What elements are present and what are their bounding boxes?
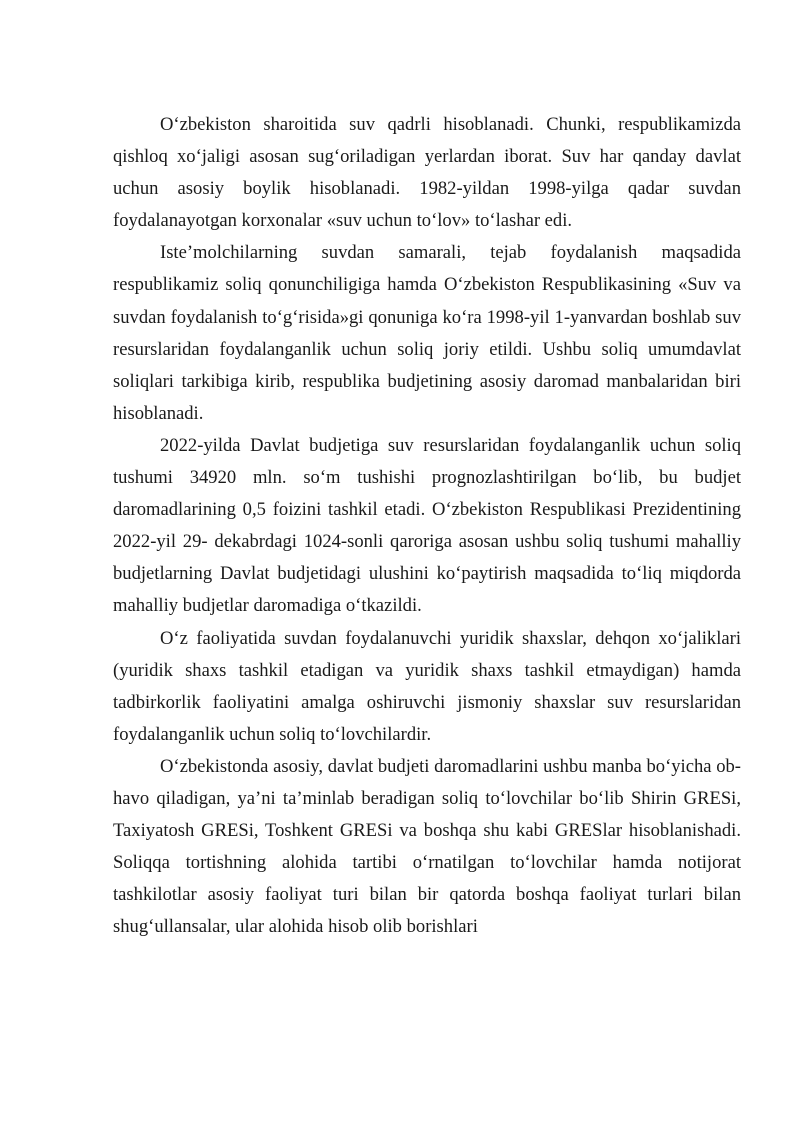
body-text xyxy=(113,109,741,943)
paragraph-1: O‘zbekiston sharoitida suv qadrli hisoblanadi. Chunki, respublikamizda qishloq xo‘jaligi asosan sug‘oriladigan yerlardan iborat. Suv har qanday davlat uchun asosiy boylik hisoblanadi. 1982-yildan 1998-yilga qadar suvdan foydalanayotgan korxonalar «suv uchun to‘lov» to‘lashar edi. xyxy=(113,114,741,232)
paragraph-4: O‘z faoliyatida suvdan foydalanuvchi yuridik shaxslar, dehqon xo‘jaliklari (yuridik shaxs tashkil etadigan va yuridik shaxs tashkil etmaydigan) hamda tadbirkorlik faoliyatini amalga oshiruvchi jismoniy shaxslar suv resurslaridan foydalanganlik uchun soliq to‘lovchilardir. xyxy=(113,627,741,745)
paragraph-2: Iste’molchilarning suvdan samarali, tejab foydalanish maqsadida respublikamiz soliq qonunchiligiga hamda O‘zbekiston Respublikasining «Suv va suvdan foydalanish to‘g‘risida»gi qonuniga ko‘ra 1998-yil 1-yanvardan boshlab suv resurslaridan foydalanganlik uchun soliq joriy etildi. Ushbu soliq umumdavlat soliqlari tarkibiga kirib, respublika budjetining asosiy daromad manbalaridan biri hisoblanadi. xyxy=(113,242,741,424)
paragraph-5: O‘zbekistonda asosiy, davlat budjeti daromadlarini ushbu manba bo‘yicha ob-havo qiladigan, ya’ni ta’minlab beradigan soliq to‘lovchilar bo‘lib Shirin GRESi, Taxiyatosh GRESi, Toshkent GRESi va boshqa shu kabi GRESlar hisoblanishadi. Soliqqa tortishning alohida tartibi o‘rnatilgan to‘lovchilar hamda notijorat tashkilotlar asosiy faoliyat turi bilan bir qatorda boshqa faoliyat turlari bilan shug‘ullansalar, ular alohida hisob olib borishlari xyxy=(113,755,741,938)
paragraph-3: 2022-yilda Davlat budjetiga suv resurslaridan foydalanganlik uchun soliq tushumi 34920 mln. so‘m tushishi prognozlashtirilgan bo‘lib, bu budjet daromadlarining 0,5 foizini tashkil etadi. O‘zbekiston Respublikasi Prezidentining 2022-yil 29- dekabrdagi 1024-sonli qaroriga asosan ushbu soliq tushumi mahalliy budjetlarning Davlat budjetidagi ulushini ko‘paytirish maqsadida to‘liq miqdorda mahalliy budjetlar daromadiga o‘tkazildi. xyxy=(113,434,741,617)
